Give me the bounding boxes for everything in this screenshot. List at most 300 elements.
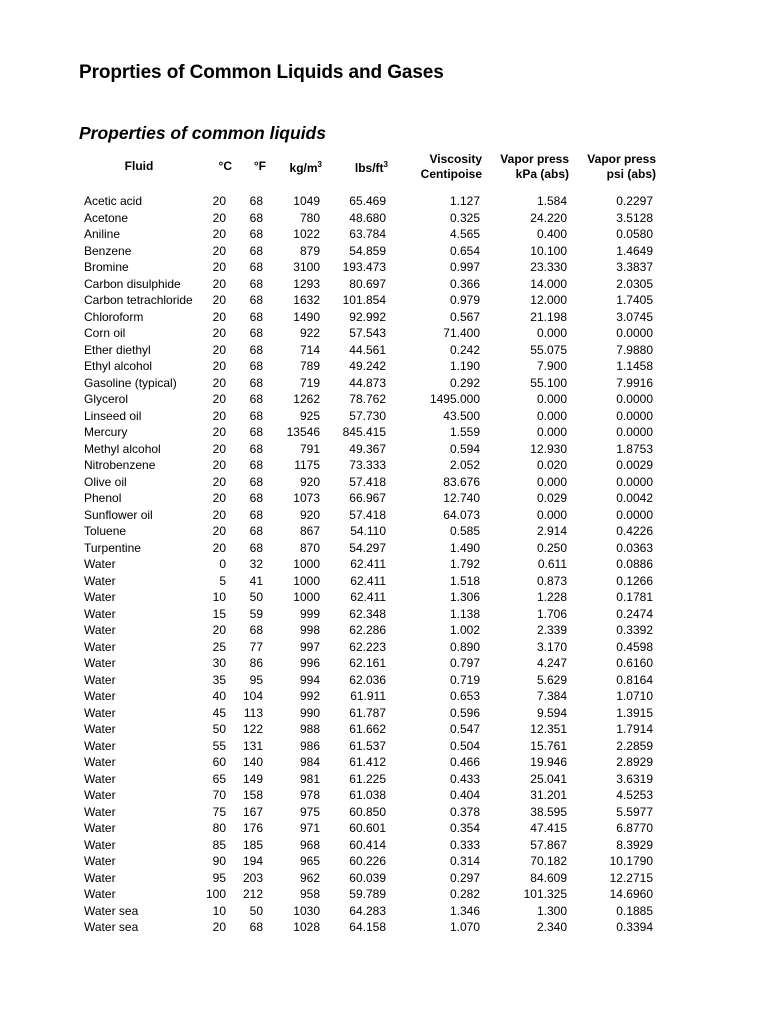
density-lbs-ft3: 57.543 [349,326,386,340]
table-header-row [80,152,656,193]
density-lbs-ft3: 66.967 [349,491,386,505]
temp-fahrenheit: 140 [242,755,263,769]
vapor-press-psi: 3.5128 [616,210,653,225]
viscosity-cp: 0.504 [449,738,480,753]
header-vapor-press-kpa: Vapor press kPa (abs) [500,152,569,181]
temp-fahrenheit: 77 [249,639,263,654]
vapor-press-psi: 2.2859 [616,738,653,753]
header-fluid: Fluid [124,159,154,174]
vapor-press-psi: 0.1885 [616,903,653,918]
vapor-press-psi: 12.2715 [609,870,653,885]
vapor-press-kpa: 0.400 [536,227,567,241]
density-lbs-ft3: 44.561 [349,342,386,357]
temp-celsius: 20 [212,540,226,555]
density-lbs-ft3: 48.680 [349,210,386,225]
vapor-press-kpa: 5.629 [536,672,567,687]
density-lbs-ft3: 62.411 [350,557,386,571]
temp-celsius: 20 [212,408,226,423]
viscosity-cp: 0.719 [449,672,480,687]
viscosity-cp: 43.500 [443,408,480,423]
temp-fahrenheit: 68 [249,623,263,637]
table-row [80,556,656,573]
fluid-name: Sunflower oil [84,507,153,522]
temp-fahrenheit: 104 [242,689,263,703]
density-kg-m3: 1293 [293,276,320,291]
viscosity-cp: 0.596 [449,705,480,720]
vapor-press-kpa: 24.220 [530,210,567,225]
density-lbs-ft3: 59.789 [349,887,386,901]
temp-fahrenheit: 212 [242,887,263,901]
density-lbs-ft3: 64.158 [349,920,386,934]
vapor-press-kpa: 3.170 [536,639,567,654]
temp-celsius: 20 [212,491,226,505]
vapor-press-psi: 0.8164 [616,672,653,687]
vapor-press-kpa: 84.609 [530,870,567,885]
temp-fahrenheit: 68 [249,920,263,934]
vapor-press-psi: 1.8753 [616,441,653,456]
header-viscosity: Viscosity Centipoise [420,152,482,181]
density-kg-m3: 867 [299,524,320,538]
density-kg-m3: 870 [299,540,320,555]
table-row [80,474,656,491]
table-row [80,754,656,771]
fluid-name: Acetone [84,210,129,225]
temp-fahrenheit: 68 [249,326,263,340]
viscosity-cp: 1.002 [449,623,480,637]
table-row [80,606,656,623]
density-kg-m3: 1490 [293,309,320,324]
header-celsius: °C [218,159,232,174]
density-kg-m3: 988 [299,722,320,736]
vapor-press-psi: 0.0000 [616,425,653,439]
temp-fahrenheit: 68 [249,491,263,505]
density-lbs-ft3: 60.850 [349,804,386,819]
density-lbs-ft3: 845.415 [342,425,386,439]
viscosity-cp: 0.567 [449,309,480,324]
header-fahrenheit: °F [253,159,266,174]
fluid-name: Methyl alcohol [84,441,161,456]
density-kg-m3: 965 [299,854,320,868]
viscosity-cp: 0.654 [449,243,480,258]
vapor-press-kpa: 7.900 [536,359,567,373]
table-row [80,804,656,821]
vapor-press-kpa: 0.000 [536,425,567,439]
viscosity-cp: 0.979 [449,293,480,307]
vapor-press-kpa: 12.000 [530,293,567,307]
viscosity-cp: 0.547 [449,722,480,736]
viscosity-cp: 1.346 [449,903,480,918]
vapor-press-psi: 0.0000 [616,507,653,522]
density-kg-m3: 981 [299,771,320,786]
vapor-press-psi: 0.3392 [616,623,653,637]
fluid-name: Water [84,837,116,852]
vapor-press-psi: 0.0363 [616,540,653,555]
density-kg-m3: 920 [299,474,320,489]
viscosity-cp: 0.366 [449,276,480,291]
table-row [80,886,656,903]
fluid-name: Water [84,590,116,604]
table-row [80,276,656,293]
temp-celsius: 55 [212,738,226,753]
fluid-name: Water [84,689,116,703]
temp-celsius: 95 [212,870,226,885]
page-title: Proprties of Common Liquids and Gases [79,62,444,83]
density-lbs-ft3: 63.784 [349,227,386,241]
table-row [80,655,656,672]
viscosity-cp: 1.070 [449,920,480,934]
viscosity-cp: 0.404 [449,788,480,802]
temp-celsius: 70 [212,788,226,802]
density-lbs-ft3: 61.225 [349,771,386,786]
fluid-name: Linseed oil [84,408,142,423]
viscosity-cp: 1495.000 [429,392,480,406]
density-kg-m3: 1000 [293,557,320,571]
viscosity-cp: 1.127 [449,194,480,208]
temp-celsius: 20 [212,920,226,934]
vapor-press-psi: 5.5977 [616,804,653,819]
vapor-press-psi: 1.4649 [616,243,653,258]
vapor-press-psi: 0.4598 [616,639,653,654]
temp-celsius: 0 [219,557,226,571]
table-row [80,688,656,705]
vapor-press-psi: 4.5253 [616,788,653,802]
density-lbs-ft3: 60.414 [349,837,386,852]
density-lbs-ft3: 62.161 [349,656,386,670]
density-lbs-ft3: 62.348 [349,606,386,621]
temp-celsius: 40 [212,689,226,703]
density-kg-m3: 1000 [293,590,320,604]
density-kg-m3: 992 [299,689,320,703]
density-lbs-ft3: 54.110 [350,524,386,538]
vapor-press-psi: 0.3394 [616,920,653,934]
temp-celsius: 65 [212,771,226,786]
liquids-properties-table [80,152,656,936]
fluid-name: Water sea [84,903,139,918]
density-kg-m3: 13546 [286,425,320,439]
vapor-press-kpa: 31.201 [530,788,567,802]
temp-celsius: 25 [212,639,226,654]
vapor-press-psi: 0.1781 [616,590,653,604]
density-lbs-ft3: 73.333 [349,458,386,472]
viscosity-cp: 0.585 [449,524,480,538]
temp-fahrenheit: 68 [249,227,263,241]
table-row [80,375,656,392]
density-lbs-ft3: 44.873 [349,375,386,390]
temp-fahrenheit: 95 [249,672,263,687]
temp-celsius: 20 [212,309,226,324]
viscosity-cp: 0.325 [449,210,480,225]
density-kg-m3: 1175 [294,458,320,472]
vapor-press-psi: 6.8770 [616,821,653,835]
vapor-press-psi: 3.6319 [616,771,653,786]
density-kg-m3: 1030 [293,903,320,918]
table-row [80,457,656,474]
table-row [80,639,656,656]
table-row [80,903,656,920]
temp-celsius: 50 [212,722,226,736]
temp-celsius: 10 [212,903,226,918]
viscosity-cp: 1.138 [449,606,480,621]
temp-fahrenheit: 68 [249,392,263,406]
vapor-press-kpa: 2.914 [536,524,567,538]
fluid-name: Olive oil [84,474,127,489]
fluid-name: Glycerol [84,392,129,406]
fluid-name: Ethyl alcohol [84,359,153,373]
density-lbs-ft3: 62.411 [350,590,386,604]
vapor-press-psi: 8.3929 [616,837,653,852]
vapor-press-psi: 0.4226 [616,524,653,538]
temp-celsius: 30 [212,656,226,670]
temp-fahrenheit: 68 [249,375,263,390]
vapor-press-psi: 0.1266 [616,573,653,588]
temp-fahrenheit: 122 [242,722,263,736]
density-lbs-ft3: 60.601 [349,821,386,835]
viscosity-cp: 1.190 [449,359,480,373]
density-kg-m3: 719 [299,375,320,390]
density-lbs-ft3: 60.226 [349,854,386,868]
fluid-name: Water [84,738,116,753]
table-row [80,919,656,936]
density-lbs-ft3: 78.762 [349,392,386,406]
density-lbs-ft3: 62.286 [349,623,386,637]
temp-fahrenheit: 167 [242,804,263,819]
fluid-name: Water [84,722,116,736]
density-lbs-ft3: 62.223 [349,639,386,654]
header-vapor-press-psi: Vapor press psi (abs) [587,152,656,181]
viscosity-cp: 71.400 [443,326,480,340]
table-row [80,589,656,606]
temp-celsius: 20 [212,276,226,291]
temp-celsius: 20 [212,194,226,208]
density-lbs-ft3: 62.411 [350,573,386,588]
vapor-press-kpa: 21.198 [530,309,567,324]
table-row [80,523,656,540]
fluid-name: Nitrobenzene [84,458,156,472]
temp-celsius: 20 [212,342,226,357]
table-row [80,309,656,326]
temp-celsius: 90 [212,854,226,868]
vapor-press-kpa: 7.384 [536,689,567,703]
vapor-press-psi: 1.1458 [616,359,653,373]
viscosity-cp: 0.997 [449,260,480,274]
density-lbs-ft3: 49.242 [349,359,386,373]
vapor-press-kpa: 0.000 [536,392,567,406]
temp-fahrenheit: 158 [242,788,263,802]
density-lbs-ft3: 64.283 [349,903,386,918]
density-kg-m3: 791 [299,441,320,456]
temp-celsius: 20 [212,524,226,538]
vapor-press-psi: 0.0000 [616,408,653,423]
fluid-name: Water [84,887,116,901]
table-row [80,391,656,408]
vapor-press-kpa: 15.761 [530,738,567,753]
density-lbs-ft3: 57.730 [349,408,386,423]
fluid-name: Water [84,606,116,621]
density-kg-m3: 1022 [293,227,320,241]
temp-celsius: 80 [212,821,226,835]
vapor-press-kpa: 9.594 [536,705,567,720]
temp-celsius: 20 [212,392,226,406]
fluid-name: Water sea [84,920,139,934]
viscosity-cp: 0.333 [449,837,480,852]
temp-celsius: 20 [212,243,226,258]
fluid-name: Water [84,656,116,670]
fluid-name: Water [84,870,116,885]
fluid-name: Water [84,639,116,654]
vapor-press-kpa: 70.182 [530,854,567,868]
fluid-name: Bromine [84,260,129,274]
header-density-lbs-ft3: lbs/$ft^3$ [354,159,388,175]
temp-celsius: 20 [212,326,226,340]
vapor-press-psi: 7.9916 [616,375,653,390]
temp-celsius: 20 [212,441,226,456]
table-row [80,870,656,887]
fluid-name: Water [84,804,116,819]
density-kg-m3: 975 [299,804,320,819]
density-kg-m3: 1049 [293,194,320,208]
temp-fahrenheit: 68 [249,540,263,555]
vapor-press-psi: 3.3837 [616,260,653,274]
temp-celsius: 20 [212,293,226,307]
density-kg-m3: 1073 [293,491,320,505]
density-lbs-ft3: 61.911 [350,689,386,703]
vapor-press-kpa: 4.247 [536,656,567,670]
table-row [80,243,656,260]
temp-fahrenheit: 50 [249,590,263,604]
temp-fahrenheit: 50 [249,903,263,918]
vapor-press-psi: 0.0042 [616,491,653,505]
vapor-press-kpa: 1.228 [536,590,567,604]
density-kg-m3: 978 [299,788,320,802]
temp-fahrenheit: 86 [249,656,263,670]
density-kg-m3: 1632 [293,293,320,307]
viscosity-cp: 0.314 [449,854,480,868]
fluid-name: Phenol [84,491,122,505]
temp-fahrenheit: 68 [249,342,263,357]
fluid-name: Carbon disulphide [84,276,181,291]
fluid-name: Carbon tetrachloride [84,293,193,307]
table-row [80,721,656,738]
temp-fahrenheit: 41 [249,573,263,588]
density-lbs-ft3: 65.469 [349,194,386,208]
fluid-name: Water [84,821,116,835]
temp-celsius: 20 [212,359,226,373]
density-kg-m3: 1000 [293,573,320,588]
table-row [80,738,656,755]
temp-celsius: 15 [212,606,226,621]
density-kg-m3: 714 [299,342,320,357]
table-row [80,787,656,804]
fluid-name: Acetic acid [84,194,143,208]
viscosity-cp: 0.282 [449,887,480,901]
density-lbs-ft3: 49.367 [349,441,386,456]
density-kg-m3: 999 [299,606,320,621]
temp-celsius: 20 [212,260,226,274]
vapor-press-kpa: 1.300 [536,903,567,918]
density-kg-m3: 994 [299,672,320,687]
temp-celsius: 75 [212,804,226,819]
density-kg-m3: 984 [299,755,320,769]
temp-celsius: 20 [212,210,226,225]
temp-fahrenheit: 185 [242,837,263,852]
vapor-press-psi: 0.0000 [616,474,653,489]
temp-fahrenheit: 68 [249,243,263,258]
density-kg-m3: 1028 [293,920,320,934]
density-kg-m3: 3100 [293,260,320,274]
density-kg-m3: 996 [299,656,320,670]
vapor-press-kpa: 2.339 [536,623,567,637]
viscosity-cp: 0.653 [449,689,480,703]
vapor-press-kpa: 12.351 [530,722,567,736]
temp-fahrenheit: 176 [242,821,263,835]
density-kg-m3: 971 [299,821,320,835]
vapor-press-kpa: 55.075 [530,342,567,357]
viscosity-cp: 0.354 [449,821,480,835]
vapor-press-kpa: 0.873 [536,573,567,588]
vapor-press-psi: 1.0710 [616,689,653,703]
density-kg-m3: 879 [299,243,320,258]
viscosity-cp: 1.792 [449,557,480,571]
fluid-name: Water [84,854,116,868]
temp-fahrenheit: 68 [249,408,263,423]
temp-celsius: 20 [212,375,226,390]
temp-celsius: 20 [212,425,226,439]
temp-celsius: 85 [212,837,226,852]
temp-celsius: 10 [212,590,226,604]
viscosity-cp: 83.676 [443,474,480,489]
fluid-name: Water [84,623,116,637]
vapor-press-psi: 14.6960 [609,887,653,901]
vapor-press-kpa: 0.000 [536,408,567,423]
density-kg-m3: 990 [299,705,320,720]
vapor-press-psi: 0.0029 [616,458,653,472]
table-row [80,193,656,210]
density-kg-m3: 997 [299,639,320,654]
vapor-press-kpa: 55.100 [530,375,567,390]
table-row [80,490,656,507]
vapor-press-psi: 0.0580 [616,227,653,241]
vapor-press-psi: 10.1790 [609,854,653,868]
vapor-press-kpa: 0.000 [536,507,567,522]
vapor-press-kpa: 57.867 [530,837,567,852]
fluid-name: Turpentine [84,540,141,555]
temp-celsius: 5 [219,573,226,588]
fluid-name: Water [84,755,116,769]
vapor-press-kpa: 0.020 [536,458,567,472]
table-row [80,259,656,276]
fluid-name: Water [84,788,116,802]
table-row [80,325,656,342]
viscosity-cp: 4.565 [449,227,480,241]
table-row [80,771,656,788]
fluid-name: Water [84,557,116,571]
density-lbs-ft3: 57.418 [349,474,386,489]
vapor-press-psi: 2.8929 [616,755,653,769]
temp-fahrenheit: 68 [249,293,263,307]
density-lbs-ft3: 61.038 [349,788,386,802]
fluid-name: Aniline [84,227,121,241]
temp-fahrenheit: 68 [249,441,263,456]
temp-celsius: 20 [212,458,226,472]
vapor-press-kpa: 1.584 [536,194,567,208]
vapor-press-kpa: 0.611 [537,557,567,571]
table-row [80,342,656,359]
vapor-press-psi: 1.7405 [616,293,653,307]
viscosity-cp: 1.490 [449,540,480,555]
temp-fahrenheit: 59 [249,606,263,621]
temp-celsius: 20 [212,474,226,489]
density-lbs-ft3: 61.412 [349,755,386,769]
